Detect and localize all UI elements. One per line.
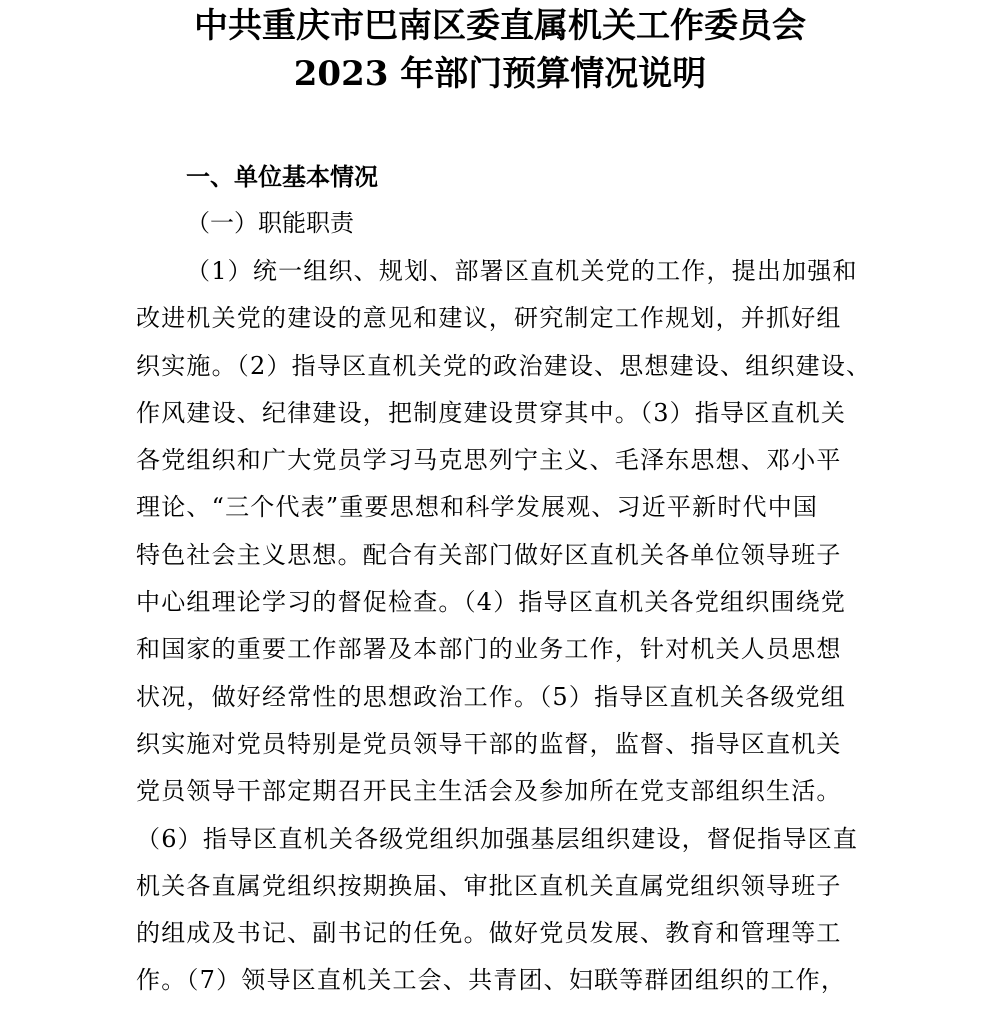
body-line: 作风建设、纪律建设，把制度建设贯穿其中。（3）指导区直机关 <box>136 398 847 427</box>
body-line: 和国家的重要工作部署及本部门的业务工作，针对机关人员思想 <box>136 635 842 664</box>
body-line: （1）统一组织、规划、部署区直机关党的工作，提出加强和 <box>186 257 858 285</box>
body-line: 特色社会主义思想。配合有关部门做好区直机关各单位领导班子 <box>136 540 842 569</box>
body-line: 理论、“三个代表”重要思想和科学发展观、习近平新时代中国 <box>136 493 819 522</box>
body-line: 作。（7）领导区直机关工会、共青团、妇联等群团组织的工作， <box>136 966 847 995</box>
body-line: 织实施。（2）指导区直机关党的政治建设、思想建设、组织建设、 <box>136 351 872 380</box>
body-line: 改进机关党的建设的意见和建议，研究制定工作规划，并抓好组 <box>136 304 842 333</box>
body-line: 党员领导干部定期召开民主生活会及参加所在党支部组织生活。 <box>136 777 842 806</box>
body-line: （6）指导区直机关各级党组织加强基层组织建设，督促指导区直 <box>136 824 859 853</box>
document-title-line-1: 中共重庆市巴南区委直属机关工作委员会 <box>194 6 806 46</box>
body-line: 机关各直属党组织按期换届、审批区直机关直属党组织领导班子 <box>136 871 842 900</box>
body-line: 的组成及书记、副书记的任免。做好党员发展、教育和管理等工 <box>136 919 842 948</box>
body-text <box>136 256 916 1013</box>
body-line: 各党组织和广大党员学习马克思列宁主义、毛泽东思想、邓小平 <box>136 446 842 475</box>
body-line: 状况，做好经常性的思想政治工作。（5）指导区直机关各级党组 <box>136 682 847 711</box>
section-heading: 一、单位基本情况 <box>186 162 378 191</box>
body-line: 织实施对党员特别是党员领导干部的监督，监督、指导区直机关 <box>136 729 842 758</box>
body-line: 中心组理论学习的督促检查。（4）指导区直机关各党组织围绕党 <box>136 588 847 617</box>
subsection-heading: （一）职能职责 <box>186 209 354 237</box>
document-title-line-2: 2023 年部门预算情况说明 <box>293 54 707 94</box>
